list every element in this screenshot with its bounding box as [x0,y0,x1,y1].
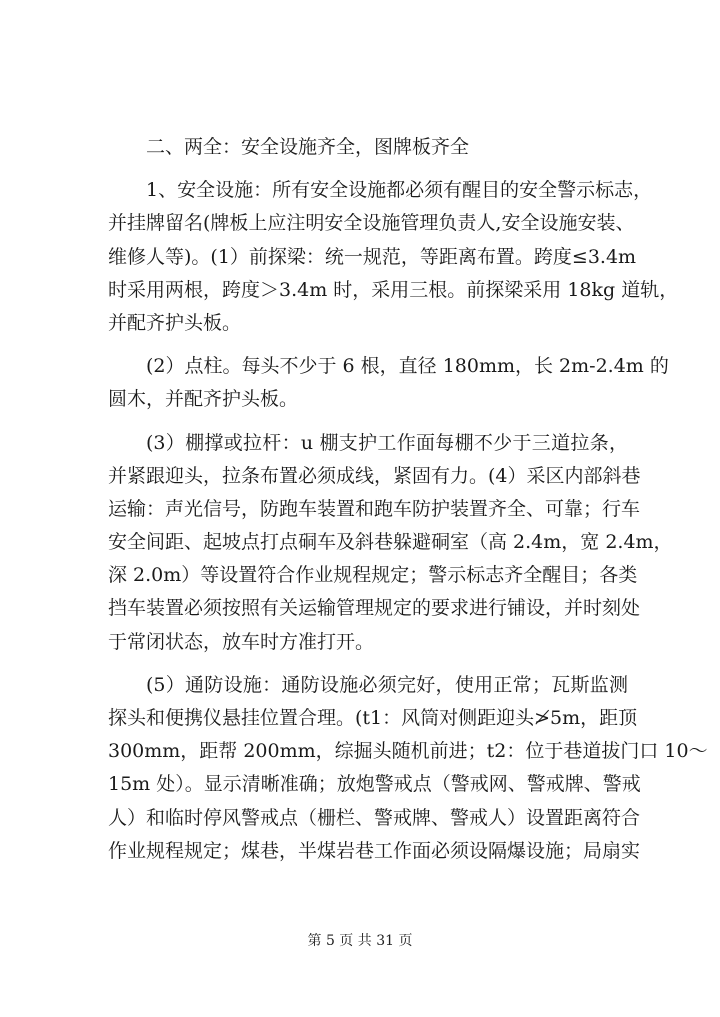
document-body [108,131,708,868]
paragraph-ventilation [108,669,708,868]
text-line: 15m 处）。显示清晰准确；放炮警戒点（警戒网、警戒牌、警戒 [108,773,641,796]
text-line: 探头和便携仪悬挂位置合理。(t1：风筒对侧距迎头≯5m，距顶 [108,707,638,729]
text-line: 二、两全：安全设施齐全，图牌板齐全 [146,136,470,158]
paragraph-props [108,350,669,416]
text-line: 运输：声光信号，防跑车装置和跑车防护装置齐全、可靠；行车 [108,497,641,520]
text-line: (5）通防设施：通防设施必须完好，使用正常；瓦斯监测 [146,673,628,696]
page-number-footer: 第 5 页 共 31 页 [307,933,413,949]
paragraph-gap [108,659,628,669]
paragraph-gap [108,417,628,427]
text-line: 安全间距、起坡点打点硐车及斜巷躲避硐室（高 2.4m，宽 2.4m， [108,531,673,554]
text-line: 并挂牌留名(牌板上应注明安全设施管理负责人,安全设施安装、 [108,212,635,235]
text-line: 圆木，并配齐护头板。 [108,388,299,411]
text-line: 时采用两根，跨度＞3.4m 时，采用三根。前探梁采用 18kg 道轨， [108,278,679,301]
text-line: 300mm，距帮 200mm，综掘头随机前进；t2：位于巷道拔门口 10～ [108,740,708,763]
text-line: 1、安全设施：所有安全设施都必须有醒目的安全警示标志， [146,179,653,202]
text-line: 于常闭状态，放车时方准打开。 [108,630,375,653]
text-line: 维修人等)。(1）前探梁：统一规范，等距离布置。跨度≤3.4m [108,245,637,268]
text-line: 深 2.0m）等设置符合作业规程规定；警示标志齐全醒目；各类 [108,564,638,587]
text-line: (2）点柱。每头不少于 6 根，直径 180mm，长 2m-2.4m 的 [146,355,669,378]
text-line: 并紧跟迎头，拉条布置必须成线，紧固有力。(4）采区内部斜巷 [108,464,641,487]
paragraph-gap [108,164,628,174]
paragraph-bracing-transport [108,427,673,659]
text-line: 作业规程规定；煤巷，半煤岩巷工作面必须设隔爆设施；局扇实 [108,839,641,862]
paragraph-safety-facilities [108,174,679,340]
text-line: 挡车装置必须按照有关运输管理规定的要求进行铺设，并时刻处 [108,597,641,620]
text-line: 人）和临时停风警戒点（栅栏、警戒牌、警戒人）设置距离符合 [108,806,641,829]
text-line: 并配齐护头板。 [108,311,242,334]
text-line: (3）棚撑或拉杆：u 棚支护工作面每棚不少于三道拉条， [146,431,628,454]
section-heading [108,131,628,164]
paragraph-gap [108,340,628,350]
